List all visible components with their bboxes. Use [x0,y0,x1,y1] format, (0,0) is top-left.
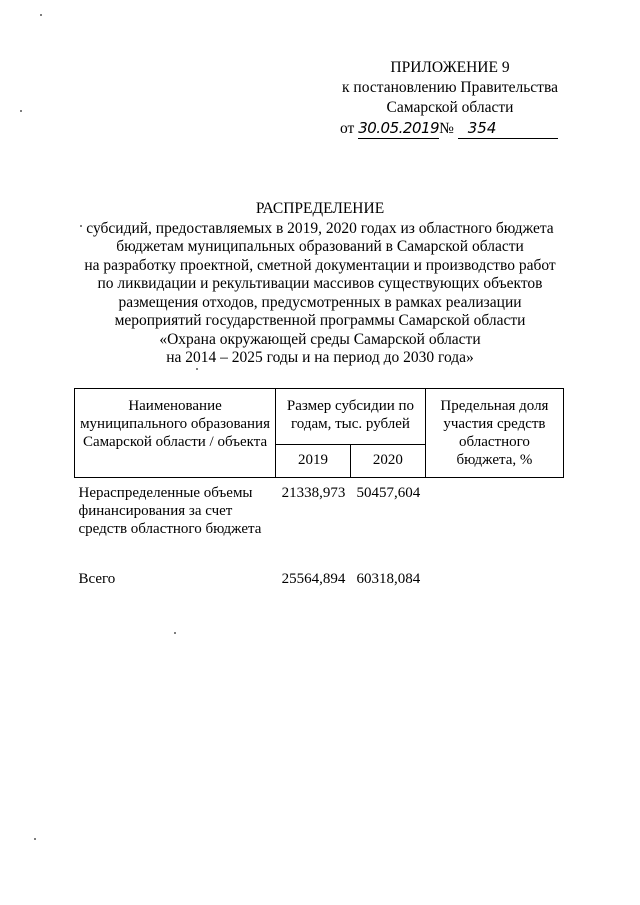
total-name: Всего [78,571,116,587]
title-line: бюджетам муниципальных образований в Самарской области [116,238,524,255]
title-line: субсидий, предоставляемых в 2019, 2020 годах из областного бюджета [86,219,554,237]
row-name: Нераспределенные объемы финансирования за счет средств областного бюджета [78,485,262,537]
total-value-2020: 60318,084 [356,571,421,587]
scan-speck [80,225,82,227]
region-name: Самарской области [386,99,514,116]
title-line: мероприятий государственной программы Самарской области [114,312,526,329]
handwritten-date: 30.05.2019 [358,119,440,137]
resolution-reference: к постановлению Правительства [342,79,558,96]
total-value-2019: 25564,894 [281,571,346,587]
total-share [425,570,563,588]
title-line: на разработку проектной, сметной документации и производство работ [84,256,556,274]
scan-speck [40,14,42,16]
table-row-total [75,570,564,588]
header-year-2020: 2020 [350,445,425,478]
scan-speck [196,368,198,370]
document-title [60,200,580,368]
scan-speck [174,632,176,634]
approval-block [330,58,570,139]
title-line: на 2014 – 2025 годы и на период до 2030 года» [166,349,474,366]
title-heading: РАСПРЕДЕЛЕНИЕ [255,200,385,217]
spacer-row [75,538,564,570]
title-line: по ликвидации и рекультивации массивов существующих объектов [97,275,543,292]
title-line: «Охрана окружающей среды Самарской области [159,330,481,348]
scan-speck [34,838,36,840]
header-name: Наименование муниципального образования Самарской области / объекта [75,389,276,478]
appendix-number: ПРИЛОЖЕНИЕ 9 [390,59,510,76]
date-number-line [330,118,570,139]
subsidy-table [74,388,564,588]
header-subsidy: Размер субсидии по годам, тыс. рублей [276,389,426,445]
handwritten-number: 354 [458,118,558,139]
number-label: № [439,120,454,137]
title-line: размещения отходов, предусмотренных в рамках реализации [118,293,522,311]
header-share: Предельная доля участия средств областного бюджета, % [425,389,563,478]
table-row [75,484,564,538]
row-value-2019: 21338,973 [281,485,346,501]
scan-speck [20,110,22,112]
from-label: от [340,120,355,137]
row-share [425,484,563,538]
table-header-row [75,389,564,445]
header-year-2019: 2019 [276,445,351,478]
row-value-2020: 50457,604 [356,485,421,501]
